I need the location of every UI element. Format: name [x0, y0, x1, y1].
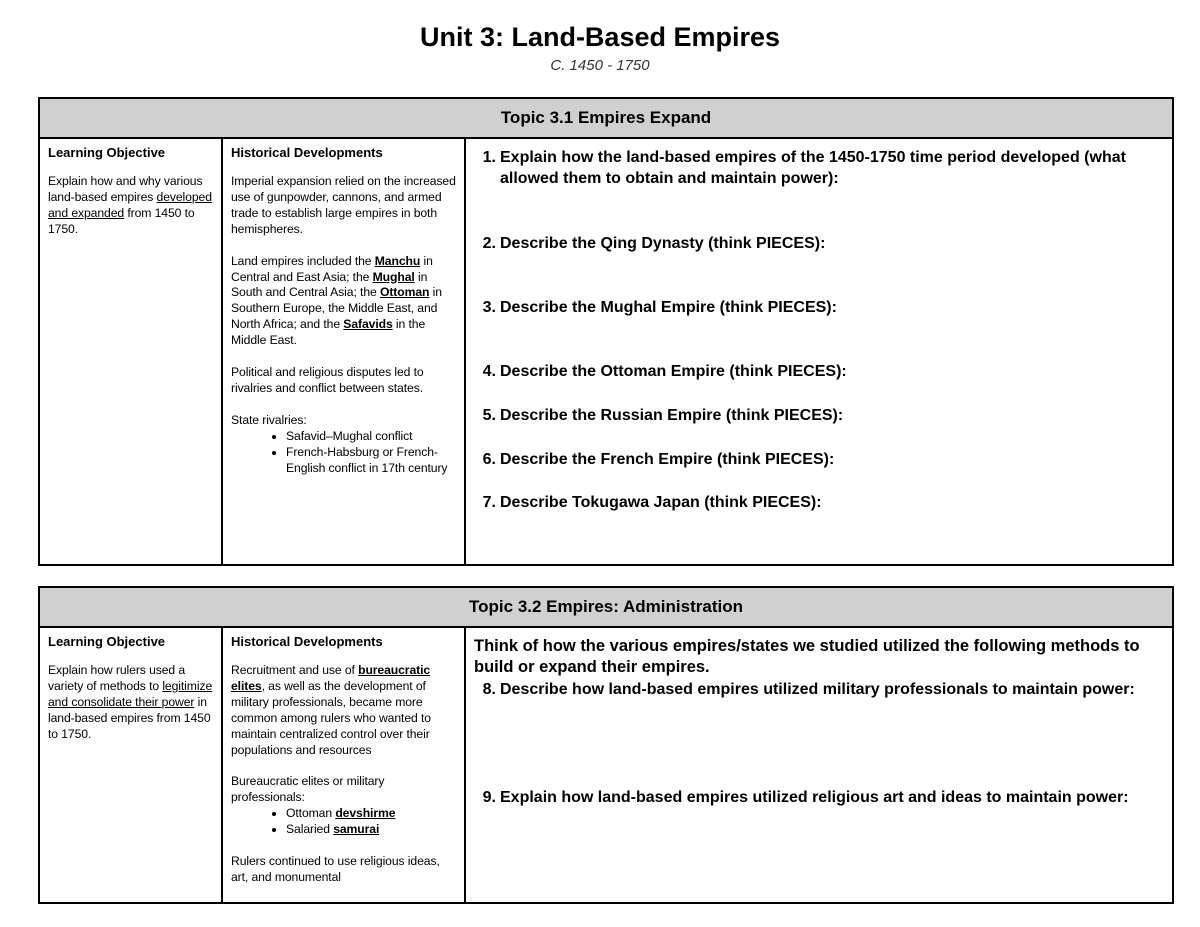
historical-developments-text: Recruitment and use of bureaucratic elites, as well as the development of military professionals, became more common among rulers who wanted to maintain centralized control over their populations and resources Bureaucratic elites or military professionals: • Ottoman devshirme • Salaried samurai Rulers continued to use religious ideas, art, and monumental — [231, 663, 456, 886]
topic-header: Topic 3.1 Empires Expand — [40, 99, 1172, 139]
questions-cell — [466, 137, 1172, 564]
learning-objective-cell — [40, 137, 223, 564]
learning-objective-text: Explain how rulers used a variety of methods to legitimize and consolidate their power in land-based empires from 1450 to 1750. — [48, 663, 213, 741]
military-professionals-list — [231, 806, 456, 838]
question-6: 6. Describe the French Empire (think PIECES): — [482, 451, 835, 468]
list-item: • French-Habsburg or French-English conflict in 17th century — [286, 445, 456, 477]
questions-cell — [466, 626, 1172, 902]
section-intro: Think of how the various empires/states we studied utilized the following methods to build or expand their empires. — [474, 637, 1140, 676]
question-1: 1. Explain how the land-based empires of the 1450-1750 time period developed (what allowed them to obtain and maintain power): — [482, 149, 1126, 187]
question-8: 8. Describe how land-based empires utilized military professionals to maintain power: — [482, 681, 1135, 698]
historical-developments-heading: Historical Developments — [231, 634, 383, 649]
learning-objective-heading: Learning Objective — [48, 145, 166, 160]
state-rivalries-list — [231, 429, 456, 477]
historical-developments-text: Imperial expansion relied on the increased use of gunpowder, cannons, and armed trade to establish large empires in both hemispheres. Land empires included the Manchu in Central and East Asia; the Mughal in South and Central Asia; the Ottoman in Southern Europe, the Middle East, and North Africa; and the Safavids in the Middle East. Political and religious disputes led to rivalries and conflict between states. State rivalries: • Safavid–Mughal conflict • French-Habsburg or French-English conflict in 17th century — [231, 174, 456, 477]
learning-objective-heading: Learning Objective — [48, 634, 166, 649]
topic-3-2-table — [38, 586, 1174, 904]
list-item: • Salaried samurai — [286, 822, 456, 838]
question-2: 2. Describe the Qing Dynasty (think PIECES): — [482, 235, 826, 252]
question-7: 7. Describe Tokugawa Japan (think PIECES): — [482, 494, 822, 511]
learning-objective-cell — [40, 626, 223, 902]
topic-header: Topic 3.2 Empires: Administration — [40, 588, 1172, 628]
learning-objective-text: Explain how and why various land-based empires developed and expanded from 1450 to 1750. — [48, 174, 212, 236]
page-subtitle: C. 1450 - 1750 — [550, 57, 650, 74]
historical-developments-heading: Historical Developments — [231, 145, 383, 160]
list-item: • Safavid–Mughal conflict — [286, 429, 456, 445]
historical-developments-cell — [223, 137, 466, 564]
question-9: 9. Explain how land-based empires utilized religious art and ideas to maintain power: — [482, 789, 1129, 806]
historical-developments-cell — [223, 626, 466, 902]
question-4: 4. Describe the Ottoman Empire (think PIECES): — [482, 363, 847, 380]
question-3: 3. Describe the Mughal Empire (think PIECES): — [482, 299, 837, 316]
list-item: • Ottoman devshirme — [286, 806, 456, 822]
topic-3-1-table — [38, 97, 1174, 566]
page-title: Unit 3: Land-Based Empires — [419, 22, 781, 52]
question-5: 5. Describe the Russian Empire (think PIECES): — [482, 407, 844, 424]
